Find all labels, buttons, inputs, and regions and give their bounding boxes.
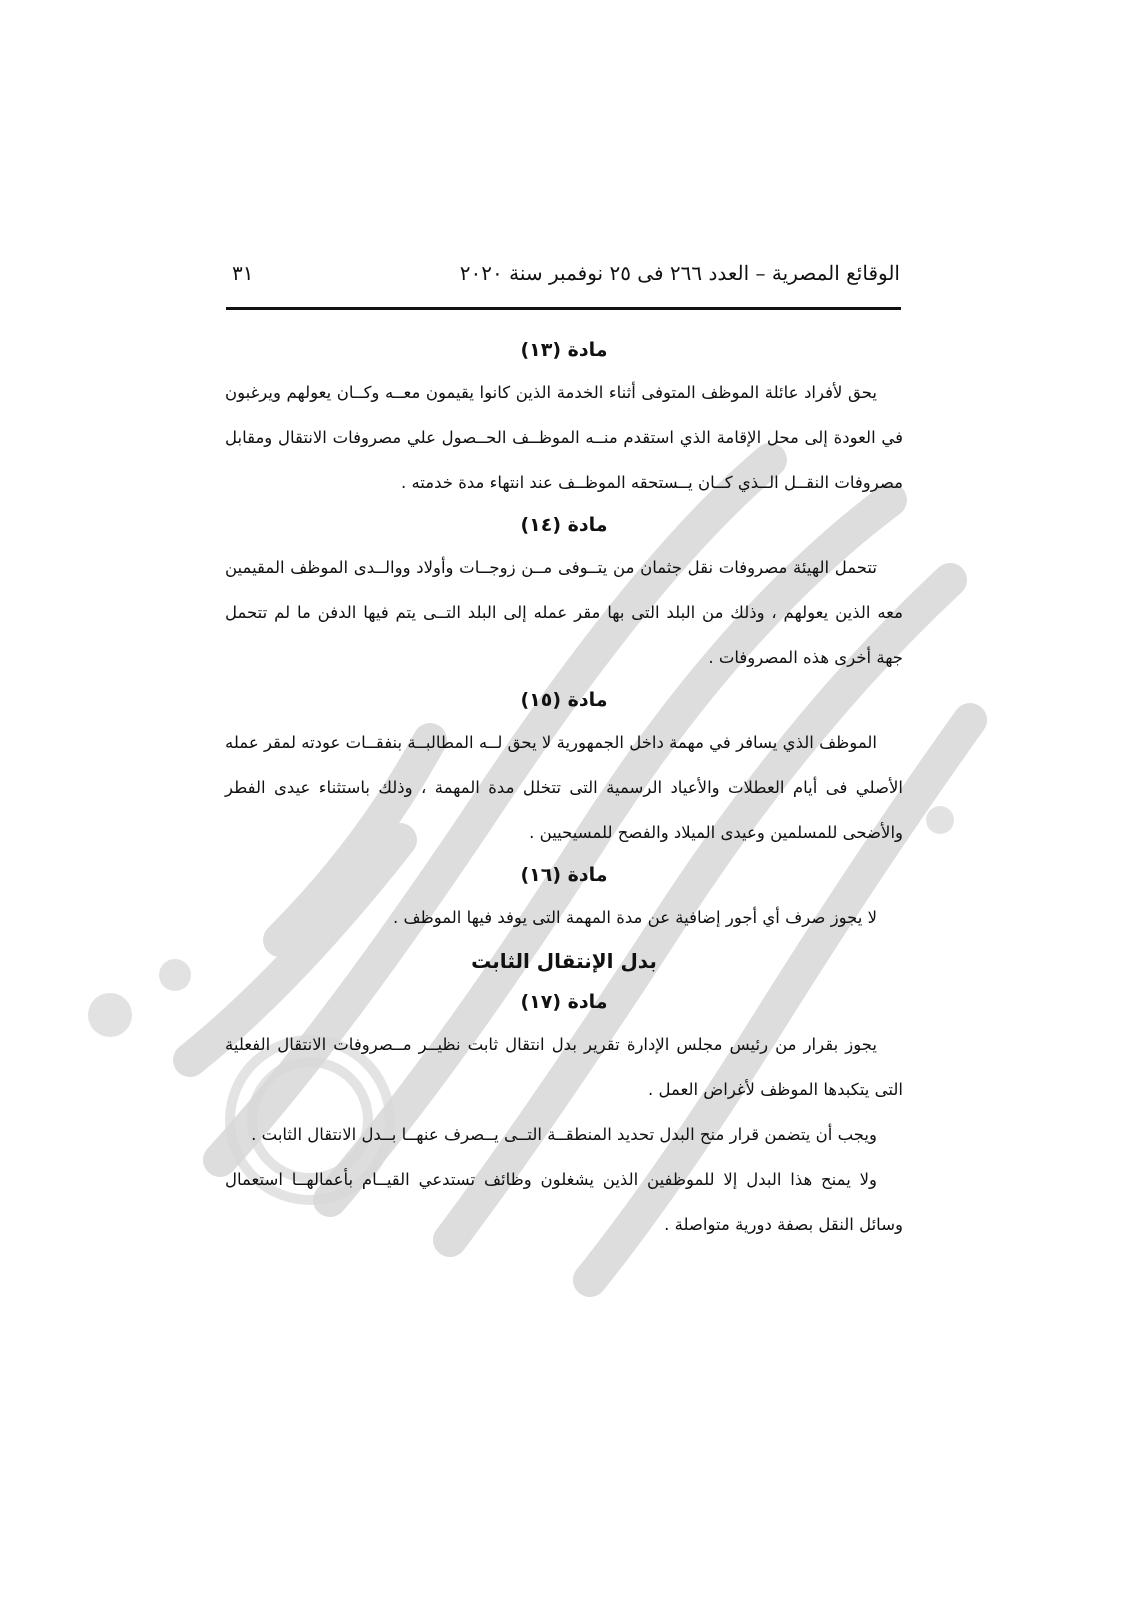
- page-number: ٣١: [232, 261, 254, 285]
- article-14-text: تتحمل الهيئة مصروفات نقل جثمان من يتــوفى مــن زوجــات وأولاد ووالــدى الموظف المقيمين معه الذين يعولهم ، وذلك من البلد التى بها مقر عمله إلى البلد التــى يتم فيها الدفن ما لم تتحمل جهة أخرى هذه المصروفات .: [225, 558, 903, 667]
- header-divider: [226, 307, 901, 310]
- article-15-text: الموظف الذي يسافر في مهمة داخل الجمهورية لا يحق لــه المطالبــة بنفقــات عودته لمقر عمله الأصلي فى أيام العطلات والأعياد الرسمية التى تتخلل مدة المهمة ، وذلك باستثناء عيدى الفطر والأضحى للمسلمين وعيدى الميلاد والفصح للمسيحيين .: [225, 733, 903, 842]
- gazette-title: الوقائع المصرية – العدد ٢٦٦ فى ٢٥ نوفمبر سنة ٢٠٢٠: [459, 261, 900, 285]
- section-subtitle: بدل الإنتقال الثابت: [471, 949, 657, 973]
- article-14-heading: مادة (١٤): [520, 514, 608, 536]
- article-16-text: لا يجوز صرف أي أجور إضافية عن مدة المهمة التى يوفد فيها الموظف .: [393, 908, 877, 927]
- page-header: [228, 255, 900, 305]
- article-17-heading: مادة (١٧): [520, 991, 608, 1013]
- article-13-heading: مادة (١٣): [520, 339, 608, 361]
- article-17-paragraph-3: ولا يمنح هذا البدل إلا للموظفين الذين يشغلون وظائف تستدعي القيــام بأعمالهــا استعمال وسائل النقل بصفة دورية متواصلة .: [225, 1170, 903, 1234]
- article-17-paragraph-2: ويجب أن يتضمن قرار منح البدل تحديد المنطقــة التــى يــصرف عنهــا بــدل الانتقال الثابت .: [251, 1125, 877, 1144]
- article-16-heading: مادة (١٦): [520, 864, 608, 886]
- article-17-paragraph-1: يجوز بقرار من رئيس مجلس الإدارة تقرير بدل انتقال ثابت نظيــر مــصروفات الانتقال الفعلية التى يتكبدها الموظف لأغراض العمل .: [225, 1035, 903, 1099]
- article-15-heading: مادة (١٥): [520, 689, 608, 711]
- document-body: [225, 330, 903, 1247]
- article-13-text: يحق لأفراد عائلة الموظف المتوفى أثناء الخدمة الذين كانوا يقيمون معــه وكــان يعولهم ويرغبون في العودة إلى محل الإقامة الذي استقدم منــه الموظــف الحــصول علي مصروفات الانتقال ومقابل مصروفات النقــل الــذي كــان يــستحقه الموظــف عند انتهاء مدة خدمته .: [225, 383, 903, 492]
